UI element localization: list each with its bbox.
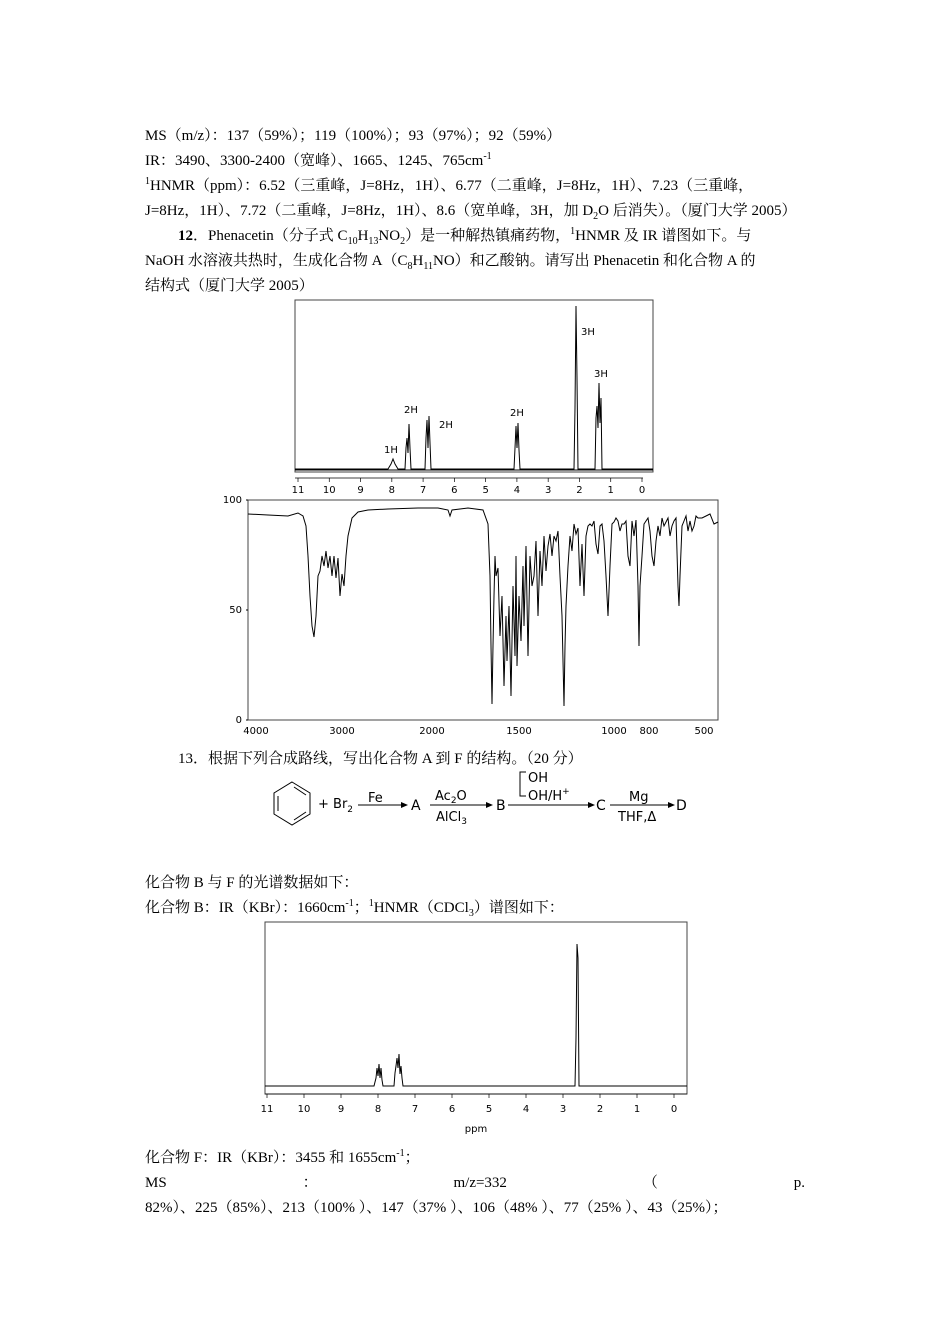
compound-f-line: 化合物 F：IR（KBr）：3455 和 $1655cm^{-1}$；: [145, 1148, 420, 1166]
nmr-spectrum-2: [258, 918, 694, 1138]
nmr1-tick-label: 7: [419, 485, 427, 496]
nmr1-tick-label: 2: [576, 485, 583, 496]
nmr1-integral-label: 2H: [404, 405, 418, 416]
ms-f-part: MS: [145, 1175, 167, 1191]
ir-x-tick-label: 3000: [329, 726, 355, 737]
nmr1-integral-label: 1H: [384, 445, 398, 456]
nmr-spectrum-1: [288, 298, 660, 498]
nmr1-tick-label: 1: [607, 485, 614, 496]
ir-trace: [248, 508, 718, 706]
reagent-mg: Mg: [629, 790, 649, 805]
nmr2-tick-label: 3: [559, 1104, 567, 1115]
ir-x-tick-label: 500: [694, 726, 714, 737]
hnmr-line-2: J=8Hz，1H）、7.72（二重峰，J=8Hz，1H）、8.6（宽单峰，3H，加 $D_2O$ 后消失）。（厦门大学 2005）: [145, 203, 797, 222]
ir-y-tick-label: 0: [235, 715, 242, 726]
ms-f-part: m/z=332: [453, 1175, 507, 1191]
q12-line-2: NaOH 水溶液共热时，生成化合物 $A(C_8H_{11}NO)$和乙酸钠。请写出 Phenacetin 和化合物 A 的: [145, 253, 756, 272]
ms-line: MS（m/z）：137（59%）；119（100%）；93（97%）；92（59%）: [145, 128, 562, 144]
ms-f-part: （: [642, 1175, 658, 1191]
nmr2-tick-label: 6: [448, 1104, 456, 1115]
nmr2-tick-label: 10: [297, 1104, 311, 1115]
ir-y-tick-label: 100: [222, 495, 242, 506]
compound-c-label: C: [596, 798, 606, 814]
hnmr-line-1: $^1$HNMR（ppm）：6.52（三重峰，J=8Hz，1H）、6.77（二重峰，J=8Hz，1H）、7.23（三重峰，: [145, 176, 754, 194]
nmr2-tick-label: 0: [670, 1104, 678, 1115]
nmr1-tick-label: 10: [322, 485, 336, 496]
nmr1-integral-label: 3H: [594, 369, 608, 380]
nmr2-tick-label: 8: [374, 1104, 382, 1115]
ir-x-tick-label: 1500: [506, 726, 532, 737]
nmr2-tick-label: 1: [633, 1104, 641, 1115]
nmr1-trace: [295, 306, 653, 469]
nmr2-frame: [265, 922, 687, 1094]
nmr2-x-label: ppm: [464, 1124, 488, 1135]
reagent-oh-h: OH/H+: [528, 787, 570, 804]
ir-line: IR：3490、3300-2400（宽峰）、1665、1245、$765cm^{-1}$: [145, 151, 492, 169]
nmr1-tick-label: 11: [291, 485, 305, 496]
ms-f-part: ：: [302, 1175, 318, 1191]
ir-x-tick-label: 4000: [243, 726, 269, 737]
nmr2-tick-label: 11: [260, 1104, 274, 1115]
reagent-thf: THF,Δ: [618, 810, 657, 825]
ir-frame: [248, 500, 718, 720]
nmr1-tick-label: 9: [357, 485, 364, 496]
ir-spectrum: [222, 495, 724, 740]
reagent-alcl3: AlCl$_3$: [436, 810, 467, 827]
nmr1-tick-label: 4: [513, 485, 521, 496]
data-intro: 化合物 B 与 F 的光谱数据如下：: [145, 875, 359, 891]
nmr1-integral-label: 2H: [510, 408, 524, 419]
nmr2-tick-label: 2: [596, 1104, 604, 1115]
reagent-oh-top: OH: [528, 771, 549, 786]
nmr1-tick-label: 0: [638, 485, 646, 496]
nmr1-integral-label: 3H: [581, 327, 595, 338]
nmr1-integral-label: 2H: [439, 420, 453, 431]
ms-f-part: p.: [793, 1175, 805, 1191]
compound-d-label: D: [676, 798, 687, 814]
compound-b-line: 化合物 B：IR（KBr）：$1660cm^{-1}$；$^1$HNMR（CDCl$_3$）谱图如下：: [145, 898, 564, 919]
ir-x-tick-label: 1000: [601, 726, 627, 737]
reagent-ac2o: $Ac_2O$: [435, 789, 467, 806]
nmr2-tick-label: 4: [522, 1104, 530, 1115]
nmr1-tick-label: 8: [388, 485, 396, 496]
synthesis-scheme: [258, 768, 698, 832]
ir-x-tick-label: 800: [639, 726, 659, 737]
nmr1-tick-label: 5: [482, 485, 489, 496]
q12-line-3: 结构式（厦门大学 2005）: [145, 278, 314, 294]
ir-x-tick-label: 2000: [419, 726, 445, 737]
ms-f-line-2: 82%）、225（85%）、213（100% ）、147（37% ）、106（48% ）、77（25% ）、43（25%）；: [145, 1200, 728, 1216]
q13-heading: 13．根据下列合成路线，写出化合物 A 到 F 的结构。（20 分）: [178, 751, 583, 767]
ir-y-tick-label: 50: [229, 605, 242, 616]
nmr2-tick-label: 5: [485, 1104, 493, 1115]
reagent-br2: + $Br_2$: [318, 797, 354, 815]
nmr2-tick-label: 9: [337, 1104, 345, 1115]
benzene-ring-icon: [274, 782, 310, 825]
nmr1-tick-label: 6: [451, 485, 458, 496]
ms-f-line-1: [145, 1173, 805, 1193]
q12-line-1: 12．Phenacetin（分子式 $C_{10}H_{13}NO_2$）是一种解热镇痛药物，$^1$HNMR 及 IR 谱图如下。与: [178, 226, 752, 247]
compound-b-label: B: [496, 798, 506, 814]
compound-a-label: A: [411, 798, 421, 814]
nmr1-tick-label: 3: [544, 485, 552, 496]
reagent-fe: Fe: [368, 791, 383, 806]
nmr2-trace: [265, 944, 687, 1086]
nmr2-tick-label: 7: [411, 1104, 419, 1115]
diol-bracket: [520, 772, 526, 796]
